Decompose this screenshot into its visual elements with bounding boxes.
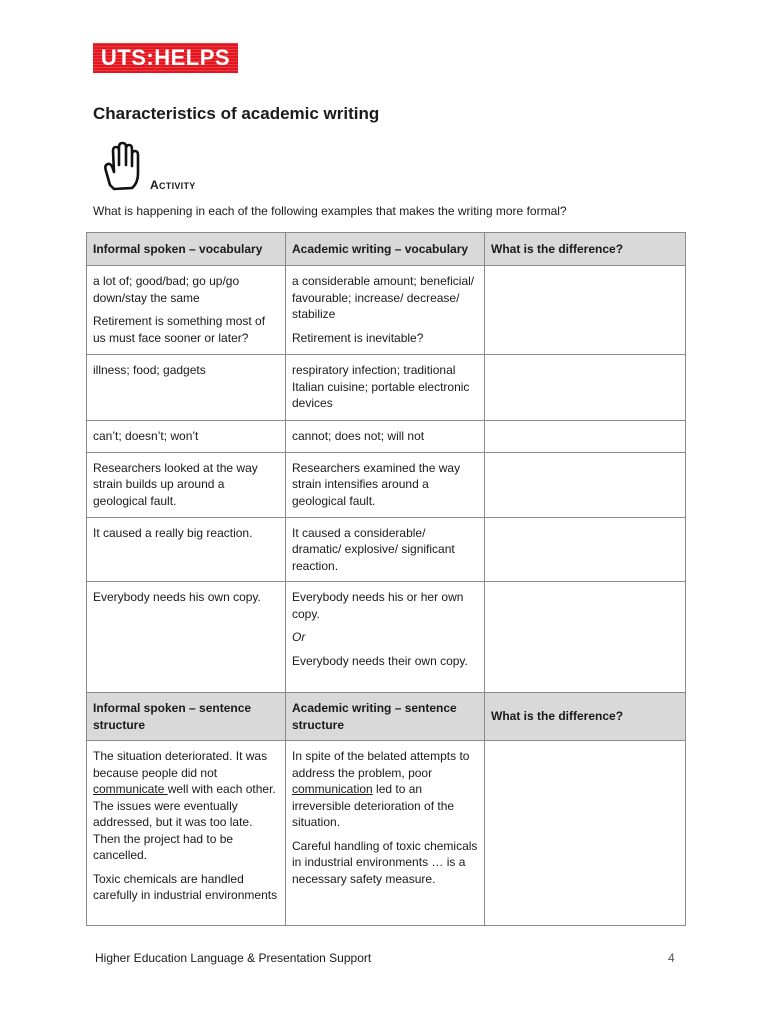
difference-answer-cell[interactable] (485, 421, 686, 453)
table-row (87, 266, 686, 355)
informal-text: Retirement is something most of us must face sooner or later? (93, 314, 266, 345)
informal-text: Everybody needs his own copy. (93, 590, 261, 604)
informal-cell (87, 582, 286, 693)
academic-cell (286, 582, 485, 693)
academic-cell (286, 266, 485, 355)
academic-text: It caused a considerable/ dramatic/ explosive/ significant reaction. (292, 525, 455, 573)
informal-text-part: The situation deteriorated. It was because people did not (93, 749, 268, 780)
activity-label-rest: CTIVITY (158, 181, 196, 191)
academic-text: Everybody needs their own copy. (292, 653, 468, 668)
table-row (87, 452, 686, 517)
formality-table (86, 232, 686, 926)
academic-text: a considerable amount; beneficial/ favourable; increase/ decrease/ stabilize (292, 274, 475, 321)
informal-cell (87, 517, 286, 582)
academic-text: Careful handling of toxic chemicals in industrial environments … is a necessary safety measure. (292, 838, 478, 886)
informal-text: can’t; doesn’t; won’t (93, 429, 199, 443)
academic-text-or: Or (292, 630, 306, 644)
academic-text: Retirement is inevitable? (292, 330, 424, 345)
academic-cell (286, 517, 485, 582)
page-number: 4 (668, 951, 675, 965)
activity-prompt: What is happening in each of the following examples that makes the writing more formal? (93, 204, 567, 218)
sentence-header-row (87, 693, 686, 741)
academic-text: respiratory infection; traditional Italian cuisine; portable electronic devices (292, 363, 470, 410)
academic-text: cannot; does not; will not (292, 429, 425, 443)
academic-text (292, 748, 478, 831)
academic-cell (286, 421, 485, 453)
header-informal-vocabulary: Informal spoken – vocabulary (87, 233, 286, 266)
header-difference: What is the difference? (485, 233, 686, 266)
table-row (87, 517, 686, 582)
vocabulary-header-row (87, 233, 686, 266)
table-row (87, 741, 686, 926)
academic-text: Everybody needs his or her own copy. (292, 590, 464, 621)
informal-text-part: well with each other. The issues were eventually addressed, but it was too late. Then the project had to be cancelled. (93, 782, 276, 862)
informal-text: illness; food; gadgets (93, 363, 206, 377)
activity-label (150, 178, 196, 192)
header-informal-sentence: Informal spoken – sentence structure (87, 693, 286, 741)
informal-text: It caused a really big reaction. (93, 525, 253, 540)
page-title: Characteristics of academic writing (93, 104, 380, 123)
uts-helps-logo: UTS:HELPS (93, 43, 238, 73)
difference-answer-cell[interactable] (485, 517, 686, 582)
footer-text: Higher Education Language & Presentation Support (95, 951, 372, 965)
difference-answer-cell[interactable] (485, 266, 686, 355)
activity-label-first: A (150, 178, 159, 192)
header-difference: What is the difference? (485, 693, 686, 741)
informal-cell (87, 452, 286, 517)
difference-answer-cell[interactable] (485, 582, 686, 693)
informal-text: a lot of; good/bad; go up/go down/stay the same (93, 274, 240, 305)
informal-text: Researchers looked at the way strain builds up around a geological fault. (93, 460, 258, 508)
difference-answer-cell[interactable] (485, 452, 686, 517)
informal-text: Toxic chemicals are handled carefully in industrial environments (93, 871, 278, 902)
difference-answer-cell[interactable] (485, 355, 686, 421)
difference-answer-cell[interactable] (485, 741, 686, 926)
table-row (87, 355, 686, 421)
academic-cell (286, 741, 485, 926)
informal-cell (87, 355, 286, 421)
informal-cell (87, 266, 286, 355)
table-row (87, 582, 686, 693)
academic-text: Researchers examined the way strain intensifies around a geological fault. (292, 460, 461, 508)
underlined-word: communicate (93, 782, 168, 796)
academic-cell (286, 355, 485, 421)
header-academic-vocabulary: Academic writing – vocabulary (286, 233, 485, 266)
underlined-word: communication (292, 782, 373, 796)
academic-text-part: led to an irreversible deterioration of the situation. (292, 782, 455, 829)
academic-cell (286, 452, 485, 517)
hand-icon (96, 141, 148, 193)
table-row (87, 421, 686, 453)
academic-text-part: In spite of the belated attempts to address the problem, poor (292, 749, 470, 780)
informal-cell (87, 741, 286, 926)
header-academic-sentence: Academic writing – sentence structure (286, 693, 485, 741)
informal-text (93, 748, 279, 864)
informal-cell (87, 421, 286, 453)
